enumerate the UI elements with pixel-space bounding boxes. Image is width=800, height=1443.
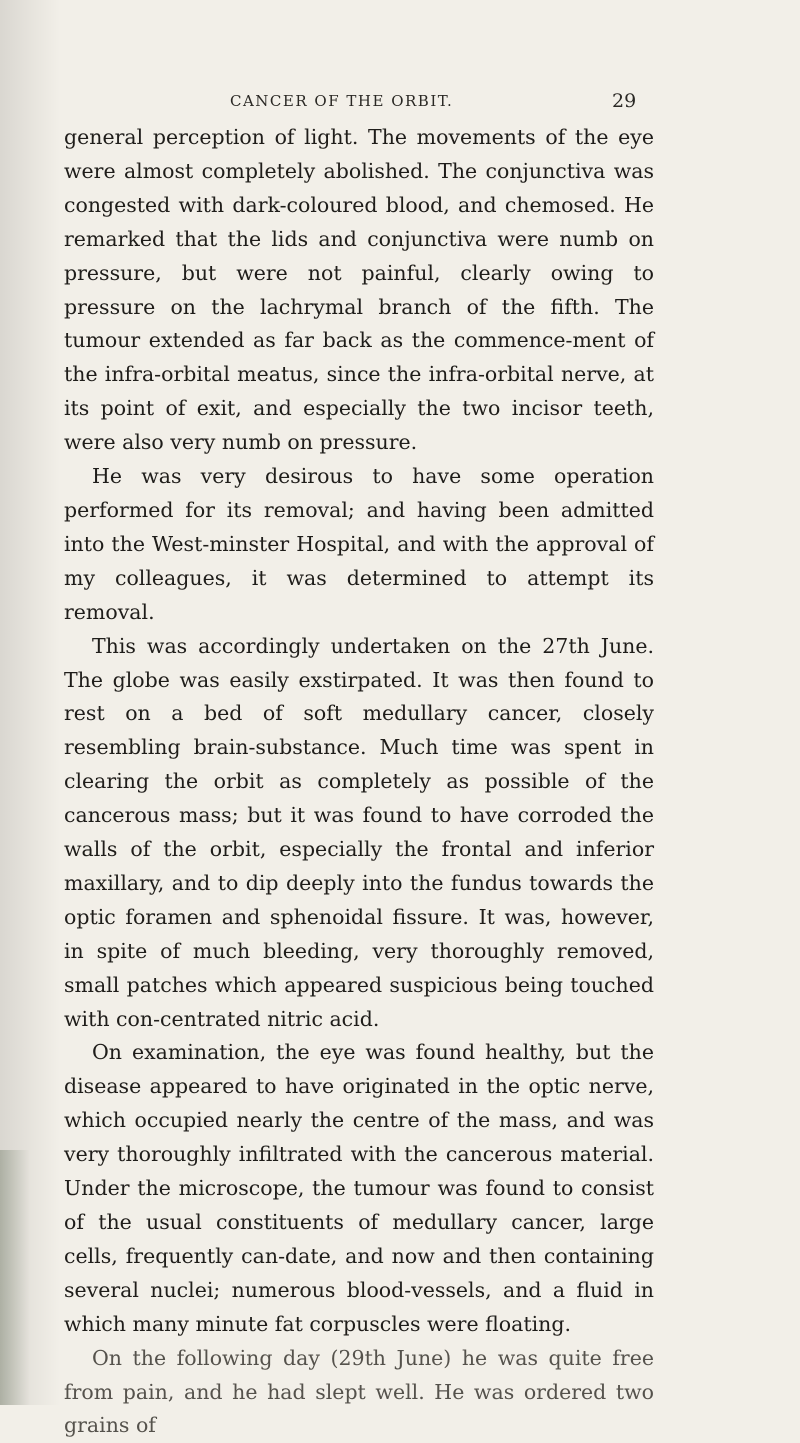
running-title: CANCER OF THE ORBIT.: [230, 92, 454, 110]
paragraph-examination: On examination, the eye was found healthy, but the disease appeared to have originated in the optic nerve, which occupied nearly the centre of the mass, and was very thoroughly infiltrated with the cancerous material. Under the microscope, the tumour was found to consist of the usual constituents of medullary cancer, large cells, frequently can-date, and now and then containing several nuclei; numerous blood-vessels, and a fluid in which many minute fat corpuscles were floating.: [64, 1040, 654, 1336]
body-text: [64, 121, 654, 1443]
page-edge-shadow: [0, 0, 60, 1405]
running-head: [0, 92, 800, 116]
paragraph-operation: This was accordingly undertaken on the 27th June. The globe was easily exstirpated. It was then found to rest on a bed of soft medullary cancer, closely resembling brain-substance. Much time was spent in clearing the orbit as completely as possible of the cancerous mass; but it was found to have corroded the walls of the orbit, especially the frontal and inferior maxillary, and to dip deeply into the fundus towards the optic foramen and sphenoidal fissure. It was, however, in spite of much bleeding, very thoroughly removed, small patches which appeared suspicious being touched with con-centrated nitric acid.: [64, 633, 654, 1031]
paragraph-following-day: On the following day (29th June) he was quite free from pain, and he had slept well. He was ordered two grains of: [64, 1345, 654, 1438]
paragraph-continuation: general perception of light. The movements of the eye were almost completely abolished. The conjunctiva was congested with dark-coloured blood, and chemosed. He remarked that the lids and conjunctiva were numb on pressure, but were not painful, clearly owing to pressure on the lachrymal branch of the fifth. The tumour extended as far back as the commence-ment of the infra-orbital meatus, since the infra-orbital nerve, at its point of exit, and especially the two incisor teeth, were also very numb on pressure.: [64, 125, 654, 455]
page-number: 29: [612, 90, 637, 112]
paragraph-operation-request: He was very desirous to have some operation performed for its removal; and having been admitted into the West-minster Hospital, and with the approval of my colleagues, it was determined to attempt its removal.: [64, 464, 654, 624]
page-edge-discoloration: [0, 1150, 30, 1405]
